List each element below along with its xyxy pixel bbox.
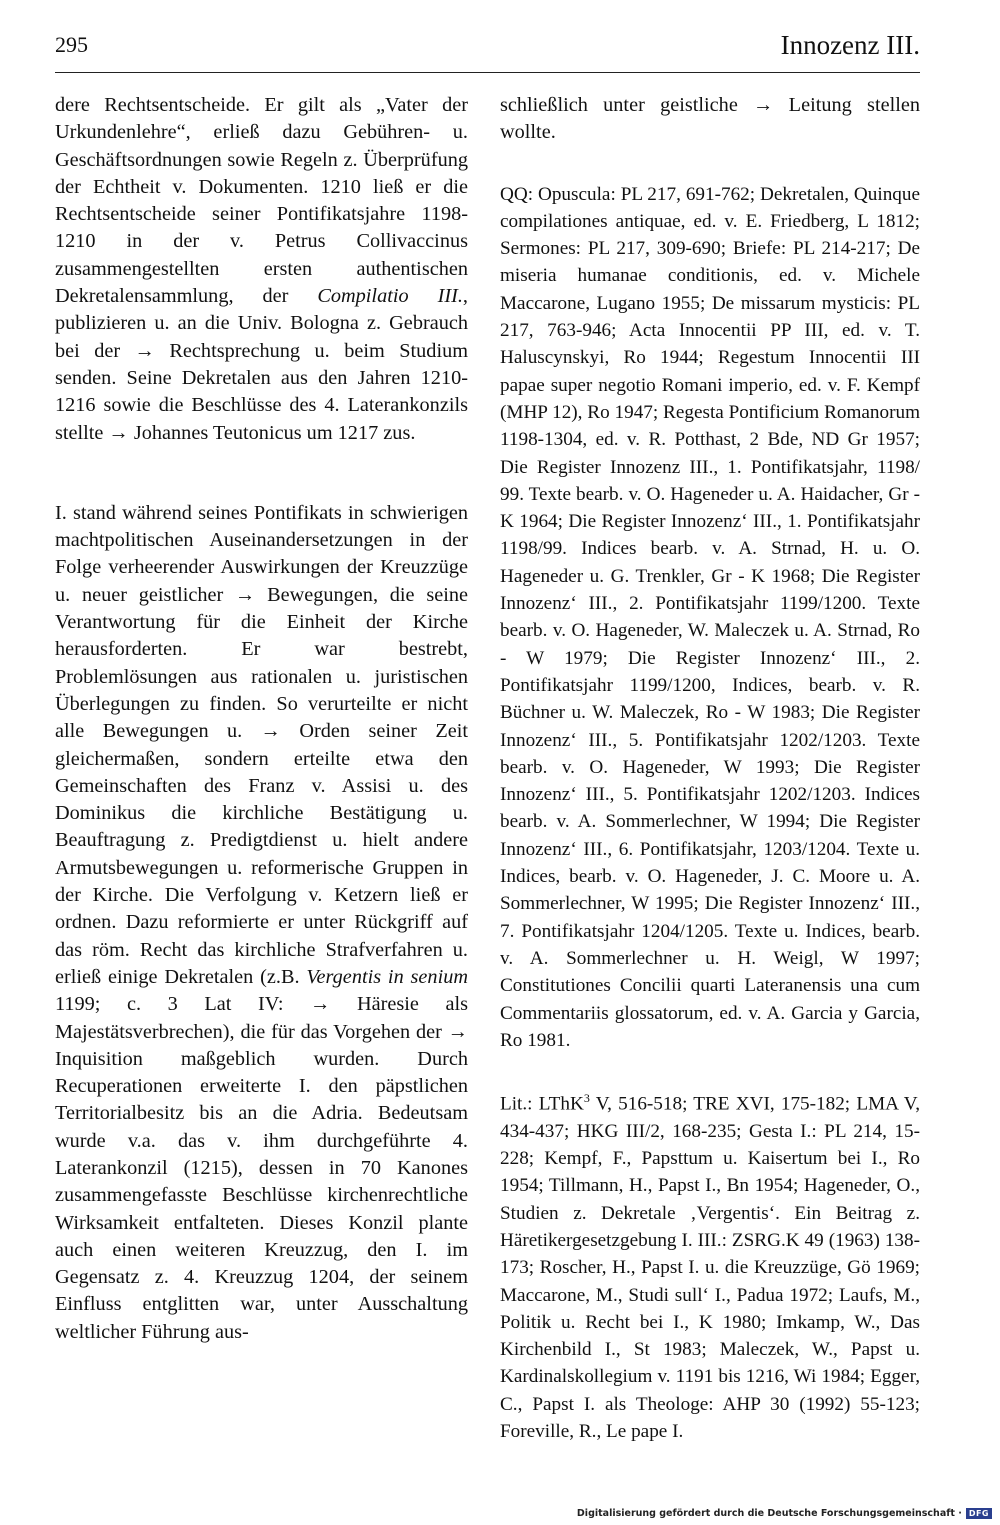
right-column (500, 92, 920, 1445)
italic-title: Compilatio III. (317, 285, 463, 308)
paragraph-pontificate: I. stand während seines Pontifikats in schwierigen machtpolitischen Auseinandersetzungen in der Folge verheerender Auswirkungen der Kreuzzüge u. neuer geistlicher → Bewegungen, die seine Verantwortung für die Einheit der Kirche herausforderten. Er war bestrebt, Problemlösungen aus rationalen u. juristischen Überlegungen zu finden. So verurteilte er nicht alle Bewegungen u. → Orden seiner Zeit gleichermaßen, sondern erteilte etwa den Gemeinschaften des Franz v. Assisi u. des Dominikus die kirchliche Bestätigung u. Beauftragung z. Predigtdienst u. hielt andere Armutsbewegungen u. reformerische Gruppen in der Kirche. Die Verfolgung v. Ketzern ließ er ordnen. Dazu reformierte er unter Rückgriff auf das röm. Recht das kirchliche Strafverfahren u. erließ einige Dekretalen (z.B. Vergentis in senium 1199; c. 3 Lat IV: → Häresie als Majestätsverbrechen), die für das Vorgehen der → Inquisition maßgeblich wurden. Durch Recuperationen erweiterte I. den päpstlichen Territorialbesitz bis an die Adria. Bedeutsam wurde v.a. das v. ihm durchgeführte 4. Laterankonzil (1215), dessen in 70 Kanones zusammengefasste Beschlüsse kirchenrechtliche Wirksamkeit entfalteten. Dieses Konzil plante auch einen weiteren Kreuzzug, den I. im Gegensatz z. 4. Kreuzzug 1204, der seinem Einfluss entglitten war, unter Ausschaltung weltlicher Führung aus- (55, 501, 468, 1343)
running-title: Innozenz III. (780, 30, 920, 60)
italic-title: Vergentis in senium (306, 965, 468, 988)
page-header (55, 30, 920, 73)
sources-section: QQ: Opuscula: PL 217, 691-762; Dekretalen, Quinque compilationes antiquae, ed. v. E. Friedberg, L 1812; Sermones: PL 217, 309-690; Briefe: PL 214-217; De miseria humanae conditionis, ed. v. Michele Maccarone, Lugano 1955; De missarum mysticis: PL 217, 763-946; Acta Innocentii PP III, ed. v. T. Haluscynskyi, Ro 1944; Regestum Innocentii III papae super negotio Romani imperio, ed. v. F. Kempf (MHP 12), Ro 1947; Regesta Pontificium Romanorum 1198-1304, ed. v. R. Potthast, 2 Bde, ND Gr 1957; Die Register Innozenz III., 1. Pontifikatsjahr, 1198/ 99. Texte bearb. v. O. Hageneder u. A. Haidacher, Gr - K 1964; Die Register Innozenz‘ III., 1. Pontifikatsjahr 1198/99. Indices bearb. v. A. Strnad, H. u. O. Hageneder u. G. Trenkler, Gr - K 1968; Die Register Innozenz‘ III., 2. Pontifikatsjahr 1199/1200. Texte bearb. v. O. Hageneder, W. Maleczek u. A. Strnad, Ro - W 1979; Die Register Innozenz‘ III., 2. Pontifikatsjahr 1199/1200, Indices, bearb. v. R. Büchner u. W. Maleczek, Ro - W 1983; Die Register Innozenz‘ III., 5. Pontifikatsjahr 1202/1203. Texte bearb. v. O. Hageneder, W 1993; Die Register Innozenz‘ III., 5. Pontifikatsjahr 1202/1203. Indices bearb. v. A. Sommerlechner, W 1994; Die Register Innozenz‘ III., 6. Pontifikatsjahr, 1203/1204. Texte u. Indices, bearb. v. O. Hageneder, J. C. Moore u. A. Sommerlechner, W 1995; Die Register Innozenz‘ III., 7. Pontifikatsjahr 1204/1205. Texte u. Indices, bearb. v. A. Sommerlechner u. H. Weigl, W 1997; Constitutiones Concilii quarti Lateranensis una cum Commentariis glossatorum, ed. v. A. Garcia y Garcia, Ro 1981. (500, 183, 920, 1051)
superscript: 3 (583, 1091, 590, 1106)
paragraph-continuation: schließlich unter geistliche → Leitung stellen wollte. (500, 94, 920, 144)
paragraph-decretals: dere Rechtsentscheide. Er gilt als „Vater der Urkundenlehre“, erließ dazu Gebühren- u. Geschäftsordnungen sowie Regeln z. Überprüfung der Echtheit v. Dokumenten. 1210 ließ er die Rechtsentscheide seiner Pontifikatsjahre 1198-1210 in der v. Petrus Collivaccinus zusammengestellten ersten authentischen Dekretalensammlung, der Compilatio III., publizieren u. an die Univ. Bologna z. Gebrauch bei der → Rechtsprechung u. beim Studium senden. Seine Dekretalen aus den Jahren 1210-1216 sowie die Beschlüsse des 4. Laterankonzils stellte → Johannes Teutonicus um 1217 zus. (55, 94, 468, 444)
page-number: 295 (55, 32, 88, 57)
literature-section: Lit.: LThK$^3$ V, 516-518; TRE XVI, 175-182; LMA V, 434-437; HKG III/2, 168-235; Gesta I.: PL 214, 15-228; Kempf, F., Papsttum u. Kaisertum bei I., Ro 1954; Tillmann, H., Papst I., Bn 1954; Hageneder, O., Studien z. Dekretale ‚Vergentis‘. Ein Beitrag z. Häretikergesetzgebung I. III.: ZSRG.K 49 (1963) 138-173; Roscher, H., Papst I. u. die Kreuzzüge, Gö 1969; Maccarone, M., Studi sull‘ I., Padua 1972; Laufs, M., Politik u. Recht bei I., K 1980; Imkamp, W., Das Kirchenbild I., St 1983; Maleczek, W., Papst u. Kardinalskollegium v. 1191 bis 1216, Wi 1984; Egger, C., Papst I. als Theologe: AHP 30 (1992) 55-123; Foreville, R., Le pape I. (500, 1091, 920, 1443)
left-column (55, 92, 468, 1346)
credit-text: Digitalisierung gefördert durch die Deutsche Forschungsgemeinschaft · (576, 1507, 962, 1519)
dfg-logo: DFG (966, 1508, 992, 1519)
digitization-credit (577, 1505, 992, 1521)
